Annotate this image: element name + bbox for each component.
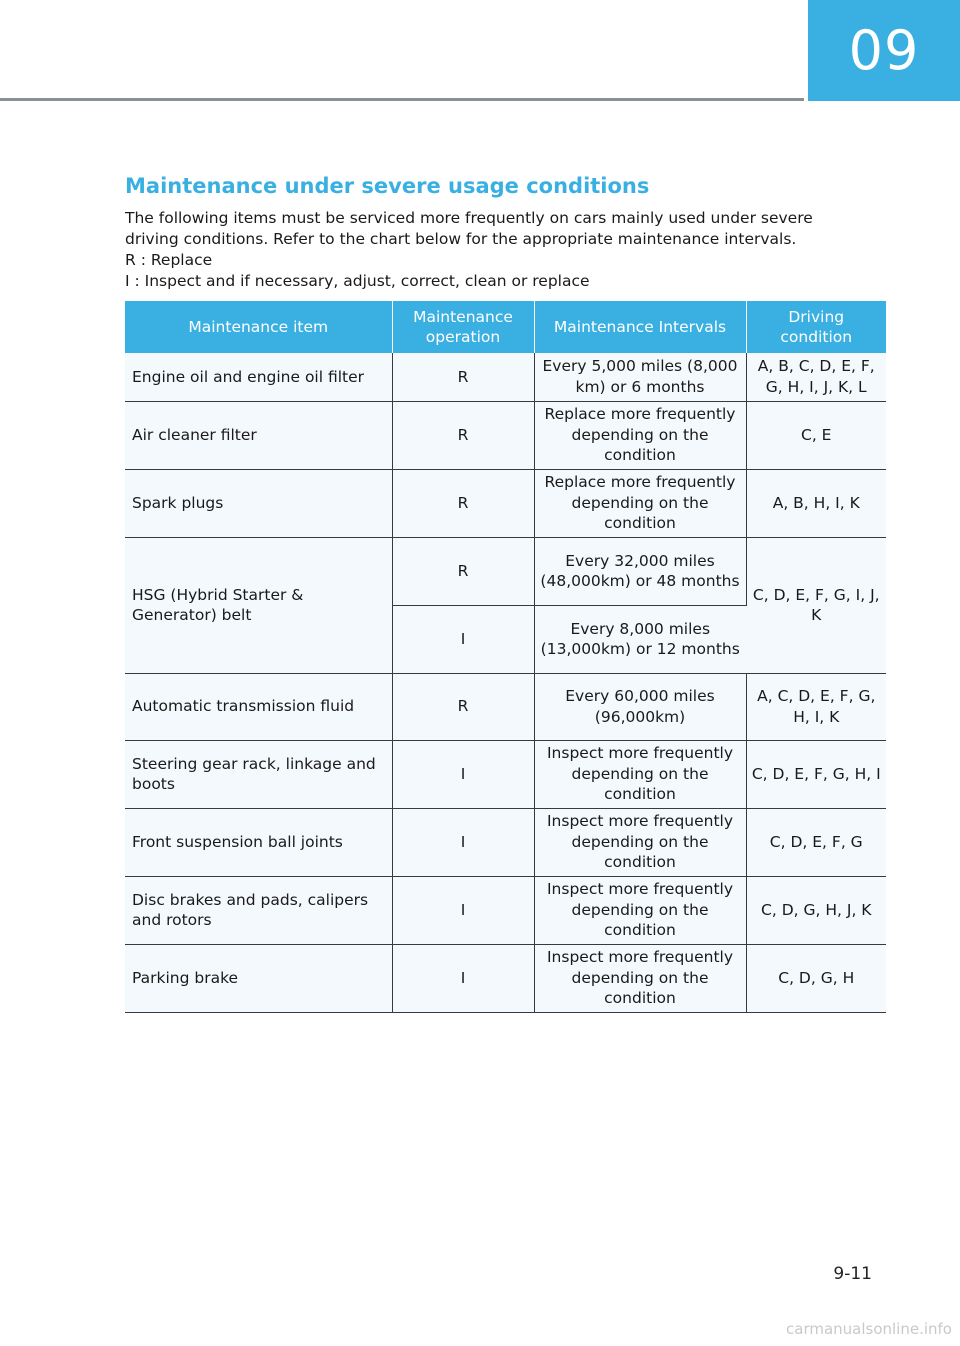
condition-cell: C, D, E, F, G — [746, 808, 886, 876]
section-title: Maintenance under severe usage conditions — [125, 174, 650, 198]
interval-cell: Every 5,000 miles (8,000 km) or 6 months — [534, 353, 746, 401]
condition-cell: C, D, E, F, G, H, I — [746, 740, 886, 808]
table-header-row — [125, 301, 886, 353]
item-cell: Engine oil and engine oil filter — [125, 353, 392, 401]
intro-line: The following items must be serviced more frequently on cars mainly used under severe — [125, 209, 813, 227]
operation-cell: R — [392, 469, 534, 537]
condition-cell: A, B, C, D, E, F, G, H, I, J, K, L — [746, 353, 886, 401]
interval-cell: Replace more frequently depending on the condition — [534, 469, 746, 537]
intro-line: driving conditions. Refer to the chart below for the appropriate maintenance intervals. — [125, 230, 797, 248]
condition-cell: C, E — [746, 401, 886, 469]
chapter-number: 09 — [848, 19, 920, 82]
condition-cell: C, D, G, H, J, K — [746, 876, 886, 944]
condition-cell: C, D, G, H — [746, 944, 886, 1012]
intro-text — [125, 208, 887, 292]
table-row — [125, 401, 886, 469]
interval-cell: Inspect more frequently depending on the condition — [534, 740, 746, 808]
condition-cell: C, D, E, F, G, I, J, K — [746, 537, 886, 673]
interval-cell: Inspect more frequently depending on the condition — [534, 808, 746, 876]
legend-replace: R : Replace — [125, 251, 213, 269]
table-row — [125, 673, 886, 740]
table-row — [125, 353, 886, 401]
operation-cell: R — [392, 401, 534, 469]
watermark: carmanualsonline.info — [786, 1320, 952, 1338]
header-rule — [0, 98, 804, 101]
item-cell: Parking brake — [125, 944, 392, 1012]
operation-cell: R — [392, 537, 534, 605]
legend-inspect: I : Inspect and if necessary, adjust, correct, clean or replace — [125, 272, 590, 290]
item-cell: Air cleaner filter — [125, 401, 392, 469]
interval-cell: Replace more frequently depending on the condition — [534, 401, 746, 469]
content-area — [125, 172, 887, 292]
interval-cell: Inspect more frequently depending on the condition — [534, 944, 746, 1012]
table-row — [125, 808, 886, 876]
item-cell: Steering gear rack, linkage and boots — [125, 740, 392, 808]
table-row — [125, 944, 886, 1012]
table-row — [125, 740, 886, 808]
item-cell: Spark plugs — [125, 469, 392, 537]
header-maintenance-item: Maintenance item — [125, 301, 392, 353]
operation-cell: I — [392, 944, 534, 1012]
condition-cell: A, B, H, I, K — [746, 469, 886, 537]
table-row — [125, 469, 886, 537]
operation-cell: I — [392, 808, 534, 876]
page-number: 9-11 — [833, 1264, 872, 1284]
item-cell: Disc brakes and pads, calipers and rotors — [125, 876, 392, 944]
operation-cell: R — [392, 673, 534, 740]
item-cell: HSG (Hybrid Starter & Generator) belt — [125, 537, 392, 673]
header-maintenance-operation: Maintenance operation — [392, 301, 534, 353]
interval-cell: Every 60,000 miles (96,000km) — [534, 673, 746, 740]
table-row — [125, 537, 886, 605]
maintenance-table — [125, 301, 886, 1013]
chapter-tab — [808, 0, 960, 101]
item-cell: Front suspension ball joints — [125, 808, 392, 876]
operation-cell: I — [392, 740, 534, 808]
interval-cell: Inspect more frequently depending on the condition — [534, 876, 746, 944]
operation-cell: I — [392, 876, 534, 944]
item-cell: Automatic transmission fluid — [125, 673, 392, 740]
condition-cell: A, C, D, E, F, G, H, I, K — [746, 673, 886, 740]
operation-cell: R — [392, 353, 534, 401]
header-driving-condition: Driving condition — [746, 301, 886, 353]
operation-cell: I — [392, 605, 534, 673]
interval-cell: Every 8,000 miles (13,000km) or 12 months — [534, 605, 746, 673]
interval-cell: Every 32,000 miles (48,000km) or 48 months — [534, 537, 746, 605]
header-maintenance-intervals: Maintenance Intervals — [534, 301, 746, 353]
table-row — [125, 876, 886, 944]
